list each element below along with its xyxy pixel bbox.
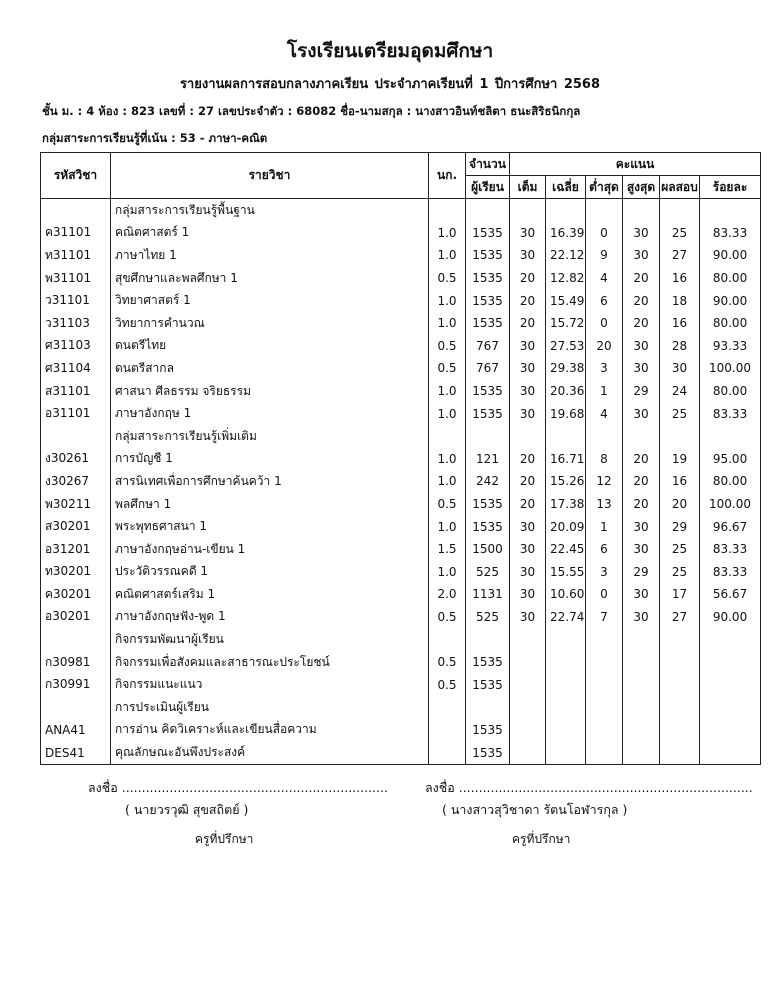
section-label: กลุ่มสาระการเรียนรู้เพิ่มเติม [111, 425, 429, 448]
cell-min: 0 [586, 312, 623, 335]
cell-full: 30 [510, 357, 546, 380]
cell-mean: 17.38 [546, 493, 586, 516]
grades-table [40, 152, 761, 765]
cell-full: 30 [510, 583, 546, 606]
cell-credit: 1.0 [429, 515, 466, 538]
cell-subject: วิทยาการคำนวณ [111, 312, 429, 335]
cell-count: 1535 [466, 267, 510, 290]
cell-count: 1535 [466, 312, 510, 335]
cell-min: 20 [586, 335, 623, 358]
cell-result: 27 [660, 606, 700, 629]
empty-cell [546, 199, 586, 222]
cell-subject: คณิตศาสตร์เสริม 1 [111, 583, 429, 606]
cell-credit: 1.0 [429, 561, 466, 584]
table-row [41, 335, 761, 358]
cell-credit: 1.5 [429, 538, 466, 561]
cell-result: 20 [660, 493, 700, 516]
cell-code: ค31101 [41, 222, 111, 245]
cell-mean [546, 719, 586, 742]
table-row [41, 741, 761, 764]
cell-full: 30 [510, 222, 546, 245]
header-full: เต็ม [510, 176, 546, 199]
empty-cell [510, 628, 546, 651]
cell-count: 525 [466, 561, 510, 584]
cell-full: 20 [510, 448, 546, 471]
table-row [41, 267, 761, 290]
cell-result: 25 [660, 222, 700, 245]
cell-count: 767 [466, 335, 510, 358]
cell-mean: 16.71 [546, 448, 586, 471]
cell-subject: ภาษาไทย 1 [111, 244, 429, 267]
table-row [41, 719, 761, 742]
cell-subject: พลศึกษา 1 [111, 493, 429, 516]
table-row [41, 357, 761, 380]
cell-result: 16 [660, 470, 700, 493]
cell-mean: 22.74 [546, 606, 586, 629]
table-row [41, 470, 761, 493]
cell-result [660, 719, 700, 742]
cell-percent: 95.00 [700, 448, 761, 471]
cell-full: 30 [510, 606, 546, 629]
cell-max: 20 [623, 493, 660, 516]
cell-full: 30 [510, 561, 546, 584]
empty-cell [466, 199, 510, 222]
cell-min: 13 [586, 493, 623, 516]
table-row [41, 244, 761, 267]
cell-code: ว31103 [41, 312, 111, 335]
cell-code: DES41 [41, 741, 111, 764]
empty-cell [660, 425, 700, 448]
empty-cell [623, 628, 660, 651]
signature-role-right: ครูที่ปรึกษา [512, 832, 571, 846]
cell-percent: 100.00 [700, 493, 761, 516]
student-info: ชั้น ม. : 4 ห้อง : 823 เลขที่ : 27 เลขประจำตัว : 68082 ชื่อ-นามสกุล : นางสาวอินท์ชลิตา ธนะสิริธนิกกุล [42, 104, 581, 118]
cell-max: 29 [623, 561, 660, 584]
signature-role-left: ครูที่ปรึกษา [195, 832, 254, 846]
cell-subject: การอ่าน คิดวิเคราะห์และเขียนสื่อความ [111, 719, 429, 742]
cell-count: 242 [466, 470, 510, 493]
cell-credit: 1.0 [429, 448, 466, 471]
table-row [41, 583, 761, 606]
cell-full: 30 [510, 335, 546, 358]
table-row [41, 561, 761, 584]
cell-max: 20 [623, 312, 660, 335]
cell-percent: 56.67 [700, 583, 761, 606]
header-code: รหัสวิชา [41, 153, 111, 199]
cell-credit: 0.5 [429, 493, 466, 516]
cell-full: 20 [510, 267, 546, 290]
cell-max: 20 [623, 289, 660, 312]
empty-cell [700, 199, 761, 222]
cell-mean [546, 741, 586, 764]
cell-credit [429, 719, 466, 742]
school-name: โรงเรียนเตรียมอุดมศึกษา [286, 40, 494, 62]
cell-result: 16 [660, 312, 700, 335]
cell-subject: การบัญชี 1 [111, 448, 429, 471]
cell-max: 29 [623, 380, 660, 403]
table-row [41, 673, 761, 696]
empty-cell [41, 628, 111, 651]
signature-line-left: ลงชื่อ ................................................................... [88, 780, 388, 795]
cell-full: 20 [510, 289, 546, 312]
cell-code: ค30201 [41, 583, 111, 606]
cell-mean: 15.55 [546, 561, 586, 584]
cell-min: 4 [586, 267, 623, 290]
cell-credit: 1.0 [429, 222, 466, 245]
table-row [41, 606, 761, 629]
cell-subject: ดนตรีสากล [111, 357, 429, 380]
cell-result: 18 [660, 289, 700, 312]
cell-code: อ30201 [41, 606, 111, 629]
cell-percent: 83.33 [700, 222, 761, 245]
cell-count: 1131 [466, 583, 510, 606]
cell-percent: 93.33 [700, 335, 761, 358]
cell-percent: 100.00 [700, 357, 761, 380]
cell-min: 4 [586, 402, 623, 425]
cell-credit: 2.0 [429, 583, 466, 606]
table-row [41, 312, 761, 335]
cell-min: 6 [586, 289, 623, 312]
cell-mean: 29.38 [546, 357, 586, 380]
empty-cell [429, 199, 466, 222]
cell-max: 20 [623, 470, 660, 493]
section-row [41, 696, 761, 719]
cell-credit: 1.0 [429, 380, 466, 403]
cell-max: 30 [623, 244, 660, 267]
cell-max: 30 [623, 606, 660, 629]
cell-subject: พระพุทธศาสนา 1 [111, 515, 429, 538]
cell-subject: ภาษาอังกฤษอ่าน-เขียน 1 [111, 538, 429, 561]
cell-result: 24 [660, 380, 700, 403]
cell-min: 12 [586, 470, 623, 493]
empty-cell [660, 696, 700, 719]
header-mean: เฉลี่ย [546, 176, 586, 199]
cell-credit: 1.0 [429, 312, 466, 335]
cell-mean: 19.68 [546, 402, 586, 425]
cell-code: อ31201 [41, 538, 111, 561]
header-max: สูงสุด [623, 176, 660, 199]
cell-mean: 10.60 [546, 583, 586, 606]
header-count-bottom: ผู้เรียน [466, 176, 510, 199]
cell-result: 25 [660, 402, 700, 425]
cell-code: ศ31104 [41, 357, 111, 380]
cell-code: ท30201 [41, 561, 111, 584]
cell-full [510, 719, 546, 742]
empty-cell [510, 425, 546, 448]
header-credit: นก. [429, 153, 466, 199]
cell-count: 1535 [466, 222, 510, 245]
cell-code: พ31101 [41, 267, 111, 290]
section-label: กลุ่มสาระการเรียนรู้พื้นฐาน [111, 199, 429, 222]
cell-code: ส31101 [41, 380, 111, 403]
table-row [41, 515, 761, 538]
cell-code: ว31101 [41, 289, 111, 312]
cell-max [623, 651, 660, 674]
cell-credit: 0.5 [429, 651, 466, 674]
cell-subject: ภาษาอังกฤษ 1 [111, 402, 429, 425]
empty-cell [466, 628, 510, 651]
cell-max: 30 [623, 222, 660, 245]
cell-percent: 83.33 [700, 402, 761, 425]
cell-full: 30 [510, 244, 546, 267]
cell-percent: 90.00 [700, 244, 761, 267]
cell-result: 29 [660, 515, 700, 538]
cell-min: 8 [586, 448, 623, 471]
cell-min [586, 651, 623, 674]
empty-cell [466, 696, 510, 719]
cell-min: 0 [586, 583, 623, 606]
empty-cell [700, 628, 761, 651]
cell-mean: 22.45 [546, 538, 586, 561]
cell-credit: 0.5 [429, 357, 466, 380]
cell-subject: กิจกรรมเพื่อสังคมและสาธารณะประโยชน์ [111, 651, 429, 674]
cell-percent: 83.33 [700, 561, 761, 584]
cell-count: 1535 [466, 380, 510, 403]
cell-percent: 83.33 [700, 538, 761, 561]
empty-cell [586, 425, 623, 448]
header-score-group: คะแนน [510, 153, 761, 176]
cell-full: 20 [510, 470, 546, 493]
cell-percent: 96.67 [700, 515, 761, 538]
cell-full [510, 673, 546, 696]
cell-result: 25 [660, 561, 700, 584]
cell-credit [429, 741, 466, 764]
cell-count: 1535 [466, 493, 510, 516]
cell-code: ก30981 [41, 651, 111, 674]
cell-credit: 0.5 [429, 606, 466, 629]
table-row [41, 651, 761, 674]
cell-credit: 1.0 [429, 402, 466, 425]
cell-full: 20 [510, 312, 546, 335]
empty-cell [429, 425, 466, 448]
empty-cell [586, 628, 623, 651]
cell-credit: 0.5 [429, 673, 466, 696]
table-row [41, 493, 761, 516]
cell-credit: 0.5 [429, 267, 466, 290]
cell-max: 30 [623, 515, 660, 538]
cell-subject: ดนตรีไทย [111, 335, 429, 358]
empty-cell [429, 696, 466, 719]
cell-subject: สุขศึกษาและพลศึกษา 1 [111, 267, 429, 290]
cell-code: ANA41 [41, 719, 111, 742]
empty-cell [623, 696, 660, 719]
cell-result: 25 [660, 538, 700, 561]
section-row [41, 628, 761, 651]
cell-mean [546, 651, 586, 674]
cell-full: 30 [510, 515, 546, 538]
cell-count: 1500 [466, 538, 510, 561]
cell-result: 28 [660, 335, 700, 358]
cell-percent [700, 673, 761, 696]
cell-max: 30 [623, 357, 660, 380]
header-subject: รายวิชา [111, 153, 429, 199]
cell-count: 1535 [466, 673, 510, 696]
cell-subject: คุณลักษณะอันพึงประสงค์ [111, 741, 429, 764]
empty-cell [41, 696, 111, 719]
empty-cell [546, 425, 586, 448]
cell-code: ง30261 [41, 448, 111, 471]
cell-credit: 1.0 [429, 244, 466, 267]
cell-mean: 20.36 [546, 380, 586, 403]
table-row [41, 538, 761, 561]
empty-cell [586, 199, 623, 222]
empty-cell [41, 199, 111, 222]
empty-cell [700, 425, 761, 448]
cell-mean: 27.53 [546, 335, 586, 358]
table-row [41, 448, 761, 471]
cell-count: 1535 [466, 244, 510, 267]
cell-min: 9 [586, 244, 623, 267]
empty-cell [546, 628, 586, 651]
cell-percent: 90.00 [700, 289, 761, 312]
empty-cell [429, 628, 466, 651]
report-title: รายงานผลการสอบกลางภาคเรียน ประจำภาคเรียนที่ 1 ปีการศึกษา 2568 [179, 77, 601, 92]
cell-max: 30 [623, 583, 660, 606]
cell-subject: คณิตศาสตร์ 1 [111, 222, 429, 245]
cell-full [510, 741, 546, 764]
empty-cell [660, 628, 700, 651]
cell-min: 0 [586, 222, 623, 245]
cell-count: 1535 [466, 719, 510, 742]
cell-result: 27 [660, 244, 700, 267]
header-min: ต่ำสุด [586, 176, 623, 199]
cell-mean: 22.12 [546, 244, 586, 267]
cell-min: 3 [586, 561, 623, 584]
empty-cell [700, 696, 761, 719]
section-row [41, 425, 761, 448]
empty-cell [510, 696, 546, 719]
header-percent: ร้อยละ [700, 176, 761, 199]
cell-count: 1535 [466, 402, 510, 425]
cell-full: 30 [510, 402, 546, 425]
cell-subject: ประวัติวรรณคดี 1 [111, 561, 429, 584]
cell-count: 1535 [466, 515, 510, 538]
cell-min [586, 741, 623, 764]
signature-name-left: ( นายวรวุฒิ สุขสถิตย์ ) [125, 802, 249, 817]
focus-group: กลุ่มสาระการเรียนรู้ที่เน้น : 53 - ภาษา-คณิต [42, 131, 268, 145]
cell-result: 17 [660, 583, 700, 606]
empty-cell [586, 696, 623, 719]
empty-cell [623, 425, 660, 448]
cell-count: 121 [466, 448, 510, 471]
cell-subject: กิจกรรมแนะแนว [111, 673, 429, 696]
cell-percent: 80.00 [700, 380, 761, 403]
table-row [41, 402, 761, 425]
header-count-top: จำนวน [466, 153, 510, 176]
cell-min [586, 719, 623, 742]
cell-min [586, 673, 623, 696]
cell-percent [700, 741, 761, 764]
cell-mean: 15.72 [546, 312, 586, 335]
cell-mean: 16.39 [546, 222, 586, 245]
cell-percent: 90.00 [700, 606, 761, 629]
cell-max: 30 [623, 402, 660, 425]
cell-percent [700, 719, 761, 742]
cell-result [660, 741, 700, 764]
header-result: ผลสอบ [660, 176, 700, 199]
cell-mean: 12.82 [546, 267, 586, 290]
cell-count: 767 [466, 357, 510, 380]
cell-count: 1535 [466, 651, 510, 674]
cell-full: 30 [510, 538, 546, 561]
cell-code: พ30211 [41, 493, 111, 516]
cell-code: ศ31103 [41, 335, 111, 358]
cell-credit: 1.0 [429, 470, 466, 493]
cell-full [510, 651, 546, 674]
cell-max: 20 [623, 448, 660, 471]
empty-cell [546, 696, 586, 719]
section-row [41, 199, 761, 222]
grade-rows [41, 199, 761, 765]
table-row [41, 380, 761, 403]
cell-max [623, 719, 660, 742]
cell-full: 20 [510, 493, 546, 516]
cell-mean [546, 673, 586, 696]
table-row [41, 222, 761, 245]
cell-credit: 1.0 [429, 289, 466, 312]
empty-cell [623, 199, 660, 222]
cell-mean: 20.09 [546, 515, 586, 538]
cell-count: 1535 [466, 289, 510, 312]
cell-code: อ31101 [41, 402, 111, 425]
cell-code: ส30201 [41, 515, 111, 538]
cell-count: 525 [466, 606, 510, 629]
cell-count: 1535 [466, 741, 510, 764]
table-row [41, 289, 761, 312]
cell-min: 7 [586, 606, 623, 629]
cell-min: 1 [586, 515, 623, 538]
empty-cell [660, 199, 700, 222]
cell-credit: 0.5 [429, 335, 466, 358]
cell-code: ท31101 [41, 244, 111, 267]
cell-result: 19 [660, 448, 700, 471]
cell-percent: 80.00 [700, 312, 761, 335]
cell-percent: 80.00 [700, 470, 761, 493]
cell-subject: ศาสนา ศีลธรรม จริยธรรม [111, 380, 429, 403]
cell-code: ก30991 [41, 673, 111, 696]
cell-result [660, 651, 700, 674]
cell-full: 30 [510, 380, 546, 403]
section-label: กิจกรรมพัฒนาผู้เรียน [111, 628, 429, 651]
cell-percent [700, 651, 761, 674]
cell-min: 3 [586, 357, 623, 380]
cell-result [660, 673, 700, 696]
empty-cell [41, 425, 111, 448]
signature-line-right: ลงชื่อ .......................................................................... [425, 780, 753, 795]
cell-mean: 15.49 [546, 289, 586, 312]
cell-result: 16 [660, 267, 700, 290]
cell-min: 1 [586, 380, 623, 403]
cell-subject: วิทยาศาสตร์ 1 [111, 289, 429, 312]
section-label: การประเมินผู้เรียน [111, 696, 429, 719]
empty-cell [510, 199, 546, 222]
cell-mean: 15.26 [546, 470, 586, 493]
cell-result: 30 [660, 357, 700, 380]
cell-max: 30 [623, 335, 660, 358]
cell-max: 20 [623, 267, 660, 290]
cell-subject: ภาษาอังกฤษฟัง-พูด 1 [111, 606, 429, 629]
cell-subject: สารนิเทศเพื่อการศึกษาค้นคว้า 1 [111, 470, 429, 493]
signature-name-right: ( นางสาวสุวิชาดา รัตนโอฬารกุล ) [442, 802, 628, 817]
cell-max [623, 673, 660, 696]
empty-cell [466, 425, 510, 448]
cell-code: ง30267 [41, 470, 111, 493]
cell-percent: 80.00 [700, 267, 761, 290]
cell-min: 6 [586, 538, 623, 561]
cell-max: 30 [623, 538, 660, 561]
cell-max [623, 741, 660, 764]
